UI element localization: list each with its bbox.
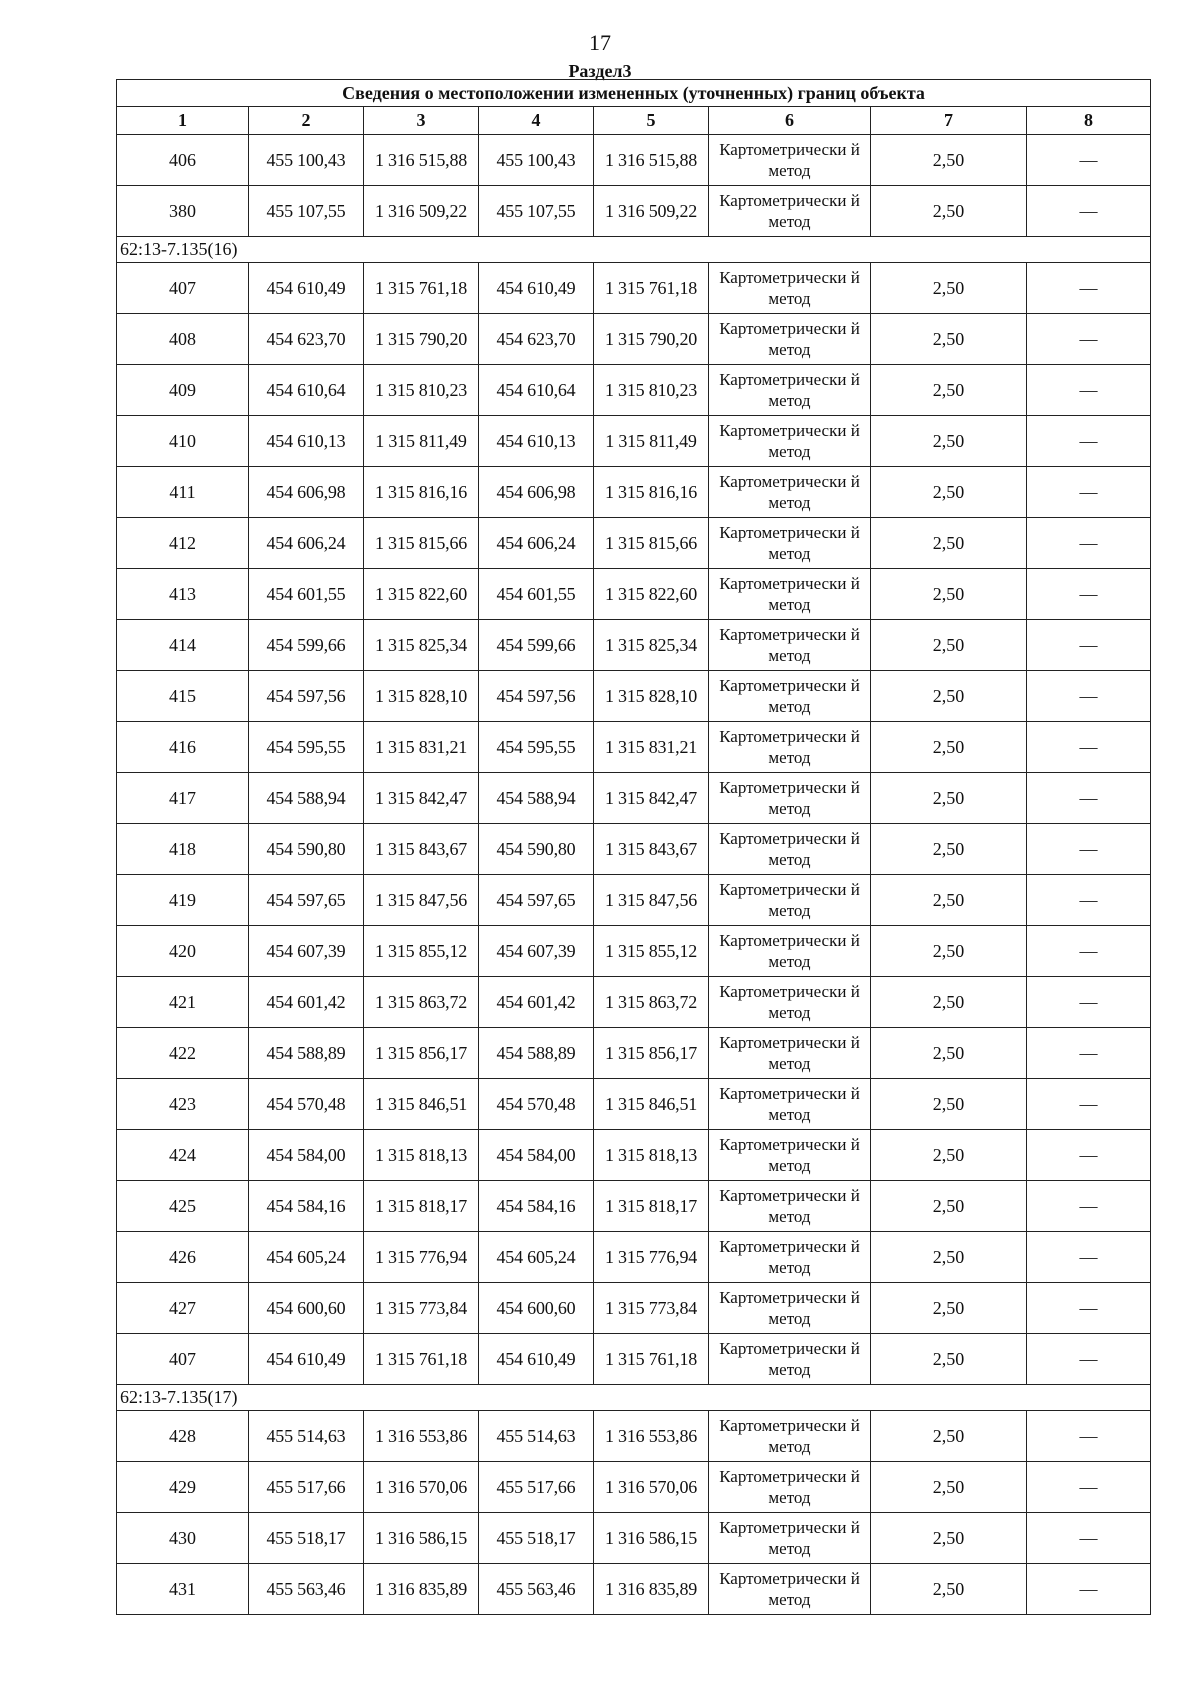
table-row <box>117 1130 1151 1181</box>
accuracy-cell: 2,50 <box>871 773 1027 824</box>
accuracy-cell: 2,50 <box>871 1462 1027 1513</box>
description-cell: — <box>1027 1462 1151 1513</box>
method-cell: Картометрически й метод <box>709 620 871 671</box>
description-cell: — <box>1027 1232 1151 1283</box>
column-header: 4 <box>479 107 594 135</box>
description-cell: — <box>1027 1130 1151 1181</box>
y-old-cell: 1 315 822,60 <box>364 569 479 620</box>
x-new-cell: 454 605,24 <box>479 1232 594 1283</box>
x-new-cell: 454 610,49 <box>479 263 594 314</box>
x-old-cell: 454 600,60 <box>249 1283 364 1334</box>
description-cell: — <box>1027 875 1151 926</box>
table-row <box>117 620 1151 671</box>
point-number-cell: 429 <box>117 1462 249 1513</box>
table-row <box>117 722 1151 773</box>
x-new-cell: 455 107,55 <box>479 186 594 237</box>
point-number-cell: 420 <box>117 926 249 977</box>
table-row <box>117 926 1151 977</box>
y-old-cell: 1 315 846,51 <box>364 1079 479 1130</box>
description-cell: — <box>1027 722 1151 773</box>
y-old-cell: 1 315 825,34 <box>364 620 479 671</box>
y-new-cell: 1 315 856,17 <box>594 1028 709 1079</box>
x-old-cell: 454 601,42 <box>249 977 364 1028</box>
table-row <box>117 1462 1151 1513</box>
point-number-cell: 428 <box>117 1411 249 1462</box>
x-new-cell: 454 606,98 <box>479 467 594 518</box>
description-cell: — <box>1027 416 1151 467</box>
y-old-cell: 1 315 855,12 <box>364 926 479 977</box>
y-new-cell: 1 315 776,94 <box>594 1232 709 1283</box>
description-cell: — <box>1027 186 1151 237</box>
x-old-cell: 454 588,94 <box>249 773 364 824</box>
description-cell: — <box>1027 926 1151 977</box>
accuracy-cell: 2,50 <box>871 569 1027 620</box>
point-number-cell: 421 <box>117 977 249 1028</box>
column-header: 6 <box>709 107 871 135</box>
accuracy-cell: 2,50 <box>871 1513 1027 1564</box>
table-row <box>117 186 1151 237</box>
method-cell: Картометрически й метод <box>709 186 871 237</box>
point-number-cell: 414 <box>117 620 249 671</box>
y-new-cell: 1 315 828,10 <box>594 671 709 722</box>
method-cell: Картометрически й метод <box>709 1513 871 1564</box>
x-old-cell: 455 107,55 <box>249 186 364 237</box>
description-cell: — <box>1027 1181 1151 1232</box>
point-number-cell: 425 <box>117 1181 249 1232</box>
y-old-cell: 1 315 810,23 <box>364 365 479 416</box>
accuracy-cell: 2,50 <box>871 314 1027 365</box>
table-row <box>117 1028 1151 1079</box>
description-cell: — <box>1027 620 1151 671</box>
y-new-cell: 1 315 843,67 <box>594 824 709 875</box>
x-old-cell: 454 570,48 <box>249 1079 364 1130</box>
column-header: 7 <box>871 107 1027 135</box>
point-number-cell: 413 <box>117 569 249 620</box>
description-cell: — <box>1027 1283 1151 1334</box>
method-cell: Картометрически й метод <box>709 1232 871 1283</box>
y-new-cell: 1 315 818,13 <box>594 1130 709 1181</box>
y-new-cell: 1 315 790,20 <box>594 314 709 365</box>
group-label: 62:13-7.135(16) <box>117 237 1151 263</box>
y-old-cell: 1 315 843,67 <box>364 824 479 875</box>
accuracy-cell: 2,50 <box>871 263 1027 314</box>
x-old-cell: 454 597,56 <box>249 671 364 722</box>
point-number-cell: 430 <box>117 1513 249 1564</box>
y-old-cell: 1 315 761,18 <box>364 263 479 314</box>
y-new-cell: 1 315 855,12 <box>594 926 709 977</box>
x-old-cell: 454 606,98 <box>249 467 364 518</box>
method-cell: Картометрически й метод <box>709 926 871 977</box>
x-new-cell: 454 597,65 <box>479 875 594 926</box>
method-cell: Картометрически й метод <box>709 1564 871 1615</box>
column-header: 5 <box>594 107 709 135</box>
x-new-cell: 454 623,70 <box>479 314 594 365</box>
x-new-cell: 454 601,42 <box>479 977 594 1028</box>
description-cell: — <box>1027 1334 1151 1385</box>
method-cell: Картометрически й метод <box>709 416 871 467</box>
y-old-cell: 1 315 815,66 <box>364 518 479 569</box>
y-new-cell: 1 315 816,16 <box>594 467 709 518</box>
table-row <box>117 977 1151 1028</box>
x-old-cell: 455 100,43 <box>249 135 364 186</box>
description-cell: — <box>1027 1028 1151 1079</box>
x-new-cell: 454 610,49 <box>479 1334 594 1385</box>
x-new-cell: 454 599,66 <box>479 620 594 671</box>
x-old-cell: 455 563,46 <box>249 1564 364 1615</box>
point-number-cell: 409 <box>117 365 249 416</box>
description-cell: — <box>1027 824 1151 875</box>
group-header-row <box>117 1385 1151 1411</box>
y-new-cell: 1 315 818,17 <box>594 1181 709 1232</box>
method-cell: Картометрически й метод <box>709 135 871 186</box>
x-new-cell: 455 518,17 <box>479 1513 594 1564</box>
x-old-cell: 454 584,00 <box>249 1130 364 1181</box>
accuracy-cell: 2,50 <box>871 1411 1027 1462</box>
description-cell: — <box>1027 1513 1151 1564</box>
table-row <box>117 416 1151 467</box>
method-cell: Картометрически й метод <box>709 1079 871 1130</box>
point-number-cell: 406 <box>117 135 249 186</box>
x-old-cell: 454 590,80 <box>249 824 364 875</box>
page-number: 17 <box>589 30 611 55</box>
method-cell: Картометрически й метод <box>709 518 871 569</box>
table-row <box>117 365 1151 416</box>
point-number-cell: 407 <box>117 1334 249 1385</box>
description-cell: — <box>1027 977 1151 1028</box>
y-new-cell: 1 315 822,60 <box>594 569 709 620</box>
y-old-cell: 1 315 842,47 <box>364 773 479 824</box>
y-new-cell: 1 315 863,72 <box>594 977 709 1028</box>
description-cell: — <box>1027 1564 1151 1615</box>
table-row <box>117 467 1151 518</box>
method-cell: Картометрически й метод <box>709 467 871 518</box>
point-number-cell: 412 <box>117 518 249 569</box>
x-new-cell: 454 601,55 <box>479 569 594 620</box>
point-number-cell: 422 <box>117 1028 249 1079</box>
x-old-cell: 454 610,49 <box>249 1334 364 1385</box>
accuracy-cell: 2,50 <box>871 722 1027 773</box>
y-new-cell: 1 315 773,84 <box>594 1283 709 1334</box>
boundary-coordinates-table <box>116 79 1151 1615</box>
column-header-row <box>117 107 1151 135</box>
method-cell: Картометрически й метод <box>709 977 871 1028</box>
y-old-cell: 1 315 776,94 <box>364 1232 479 1283</box>
method-cell: Картометрически й метод <box>709 722 871 773</box>
x-old-cell: 454 610,13 <box>249 416 364 467</box>
y-old-cell: 1 315 811,49 <box>364 416 479 467</box>
x-new-cell: 455 563,46 <box>479 1564 594 1615</box>
table-row <box>117 1411 1151 1462</box>
description-cell: — <box>1027 365 1151 416</box>
method-cell: Картометрически й метод <box>709 824 871 875</box>
description-cell: — <box>1027 135 1151 186</box>
point-number-cell: 416 <box>117 722 249 773</box>
y-old-cell: 1 315 818,13 <box>364 1130 479 1181</box>
table-caption-row <box>117 80 1151 107</box>
y-old-cell: 1 316 835,89 <box>364 1564 479 1615</box>
accuracy-cell: 2,50 <box>871 824 1027 875</box>
method-cell: Картометрически й метод <box>709 1334 871 1385</box>
x-old-cell: 455 514,63 <box>249 1411 364 1462</box>
x-old-cell: 454 595,55 <box>249 722 364 773</box>
table-row <box>117 671 1151 722</box>
table-row <box>117 1079 1151 1130</box>
point-number-cell: 410 <box>117 416 249 467</box>
point-number-cell: 408 <box>117 314 249 365</box>
y-old-cell: 1 316 553,86 <box>364 1411 479 1462</box>
accuracy-cell: 2,50 <box>871 926 1027 977</box>
method-cell: Картометрически й метод <box>709 263 871 314</box>
method-cell: Картометрически й метод <box>709 1181 871 1232</box>
x-old-cell: 454 601,55 <box>249 569 364 620</box>
y-old-cell: 1 315 847,56 <box>364 875 479 926</box>
point-number-cell: 380 <box>117 186 249 237</box>
accuracy-cell: 2,50 <box>871 1079 1027 1130</box>
table-row <box>117 1334 1151 1385</box>
group-header-row <box>117 237 1151 263</box>
x-old-cell: 454 610,49 <box>249 263 364 314</box>
y-old-cell: 1 315 863,72 <box>364 977 479 1028</box>
method-cell: Картометрически й метод <box>709 1130 871 1181</box>
y-old-cell: 1 315 828,10 <box>364 671 479 722</box>
x-old-cell: 454 597,65 <box>249 875 364 926</box>
x-new-cell: 454 584,00 <box>479 1130 594 1181</box>
y-new-cell: 1 316 586,15 <box>594 1513 709 1564</box>
point-number-cell: 419 <box>117 875 249 926</box>
method-cell: Картометрически й метод <box>709 875 871 926</box>
description-cell: — <box>1027 518 1151 569</box>
y-new-cell: 1 315 811,49 <box>594 416 709 467</box>
x-new-cell: 454 597,56 <box>479 671 594 722</box>
accuracy-cell: 2,50 <box>871 620 1027 671</box>
method-cell: Картометрически й метод <box>709 671 871 722</box>
description-cell: — <box>1027 1079 1151 1130</box>
x-old-cell: 455 517,66 <box>249 1462 364 1513</box>
description-cell: — <box>1027 671 1151 722</box>
x-new-cell: 454 595,55 <box>479 722 594 773</box>
accuracy-cell: 2,50 <box>871 135 1027 186</box>
column-header: 1 <box>117 107 249 135</box>
y-new-cell: 1 315 842,47 <box>594 773 709 824</box>
x-old-cell: 454 599,66 <box>249 620 364 671</box>
y-new-cell: 1 315 761,18 <box>594 1334 709 1385</box>
description-cell: — <box>1027 773 1151 824</box>
method-cell: Картометрически й метод <box>709 1283 871 1334</box>
accuracy-cell: 2,50 <box>871 1283 1027 1334</box>
group-label: 62:13-7.135(17) <box>117 1385 1151 1411</box>
y-new-cell: 1 315 846,51 <box>594 1079 709 1130</box>
accuracy-cell: 2,50 <box>871 365 1027 416</box>
method-cell: Картометрически й метод <box>709 365 871 416</box>
y-old-cell: 1 316 586,15 <box>364 1513 479 1564</box>
y-old-cell: 1 315 761,18 <box>364 1334 479 1385</box>
point-number-cell: 417 <box>117 773 249 824</box>
x-old-cell: 454 610,64 <box>249 365 364 416</box>
description-cell: — <box>1027 1411 1151 1462</box>
column-header: 3 <box>364 107 479 135</box>
y-new-cell: 1 315 825,34 <box>594 620 709 671</box>
table-caption: Сведения о местоположении измененных (уточненных) границ объекта <box>117 80 1151 107</box>
y-old-cell: 1 315 790,20 <box>364 314 479 365</box>
x-new-cell: 454 600,60 <box>479 1283 594 1334</box>
y-old-cell: 1 315 818,17 <box>364 1181 479 1232</box>
point-number-cell: 431 <box>117 1564 249 1615</box>
accuracy-cell: 2,50 <box>871 1130 1027 1181</box>
accuracy-cell: 2,50 <box>871 416 1027 467</box>
x-old-cell: 454 623,70 <box>249 314 364 365</box>
x-new-cell: 454 570,48 <box>479 1079 594 1130</box>
x-old-cell: 454 588,89 <box>249 1028 364 1079</box>
table-row <box>117 773 1151 824</box>
description-cell: — <box>1027 467 1151 518</box>
x-old-cell: 454 584,16 <box>249 1181 364 1232</box>
x-new-cell: 454 590,80 <box>479 824 594 875</box>
accuracy-cell: 2,50 <box>871 1028 1027 1079</box>
method-cell: Картометрически й метод <box>709 1462 871 1513</box>
y-new-cell: 1 315 831,21 <box>594 722 709 773</box>
accuracy-cell: 2,50 <box>871 467 1027 518</box>
column-header: 8 <box>1027 107 1151 135</box>
x-old-cell: 455 518,17 <box>249 1513 364 1564</box>
x-new-cell: 454 606,24 <box>479 518 594 569</box>
description-cell: — <box>1027 263 1151 314</box>
point-number-cell: 426 <box>117 1232 249 1283</box>
y-old-cell: 1 315 831,21 <box>364 722 479 773</box>
method-cell: Картометрически й метод <box>709 314 871 365</box>
table-row <box>117 1283 1151 1334</box>
table-row <box>117 1513 1151 1564</box>
method-cell: Картометрически й метод <box>709 569 871 620</box>
x-new-cell: 455 100,43 <box>479 135 594 186</box>
table-row <box>117 824 1151 875</box>
y-old-cell: 1 315 773,84 <box>364 1283 479 1334</box>
x-old-cell: 454 607,39 <box>249 926 364 977</box>
x-new-cell: 454 607,39 <box>479 926 594 977</box>
accuracy-cell: 2,50 <box>871 1564 1027 1615</box>
y-old-cell: 1 315 856,17 <box>364 1028 479 1079</box>
y-new-cell: 1 315 847,56 <box>594 875 709 926</box>
table-row <box>117 875 1151 926</box>
y-new-cell: 1 315 815,66 <box>594 518 709 569</box>
accuracy-cell: 2,50 <box>871 518 1027 569</box>
y-old-cell: 1 315 816,16 <box>364 467 479 518</box>
accuracy-cell: 2,50 <box>871 671 1027 722</box>
method-cell: Картометрически й метод <box>709 773 871 824</box>
table-row <box>117 1232 1151 1283</box>
y-old-cell: 1 316 509,22 <box>364 186 479 237</box>
accuracy-cell: 2,50 <box>871 1232 1027 1283</box>
table-row <box>117 263 1151 314</box>
y-old-cell: 1 316 570,06 <box>364 1462 479 1513</box>
table-row <box>117 518 1151 569</box>
x-new-cell: 455 517,66 <box>479 1462 594 1513</box>
accuracy-cell: 2,50 <box>871 186 1027 237</box>
point-number-cell: 418 <box>117 824 249 875</box>
y-new-cell: 1 316 509,22 <box>594 186 709 237</box>
x-new-cell: 454 588,89 <box>479 1028 594 1079</box>
table-body <box>117 80 1151 1615</box>
accuracy-cell: 2,50 <box>871 1181 1027 1232</box>
y-new-cell: 1 316 515,88 <box>594 135 709 186</box>
point-number-cell: 423 <box>117 1079 249 1130</box>
section-title: Раздел3 <box>568 61 632 81</box>
table-row <box>117 569 1151 620</box>
y-new-cell: 1 315 810,23 <box>594 365 709 416</box>
y-new-cell: 1 316 570,06 <box>594 1462 709 1513</box>
x-new-cell: 455 514,63 <box>479 1411 594 1462</box>
x-new-cell: 454 588,94 <box>479 773 594 824</box>
point-number-cell: 411 <box>117 467 249 518</box>
table-row <box>117 135 1151 186</box>
x-old-cell: 454 605,24 <box>249 1232 364 1283</box>
column-header: 2 <box>249 107 364 135</box>
x-new-cell: 454 584,16 <box>479 1181 594 1232</box>
y-old-cell: 1 316 515,88 <box>364 135 479 186</box>
x-old-cell: 454 606,24 <box>249 518 364 569</box>
point-number-cell: 415 <box>117 671 249 722</box>
table-row <box>117 1181 1151 1232</box>
accuracy-cell: 2,50 <box>871 977 1027 1028</box>
x-new-cell: 454 610,64 <box>479 365 594 416</box>
point-number-cell: 427 <box>117 1283 249 1334</box>
point-number-cell: 424 <box>117 1130 249 1181</box>
accuracy-cell: 2,50 <box>871 875 1027 926</box>
y-new-cell: 1 316 835,89 <box>594 1564 709 1615</box>
x-new-cell: 454 610,13 <box>479 416 594 467</box>
y-new-cell: 1 316 553,86 <box>594 1411 709 1462</box>
description-cell: — <box>1027 314 1151 365</box>
accuracy-cell: 2,50 <box>871 1334 1027 1385</box>
table-row <box>117 314 1151 365</box>
point-number-cell: 407 <box>117 263 249 314</box>
description-cell: — <box>1027 569 1151 620</box>
method-cell: Картометрически й метод <box>709 1411 871 1462</box>
method-cell: Картометрически й метод <box>709 1028 871 1079</box>
y-new-cell: 1 315 761,18 <box>594 263 709 314</box>
table-row <box>117 1564 1151 1615</box>
